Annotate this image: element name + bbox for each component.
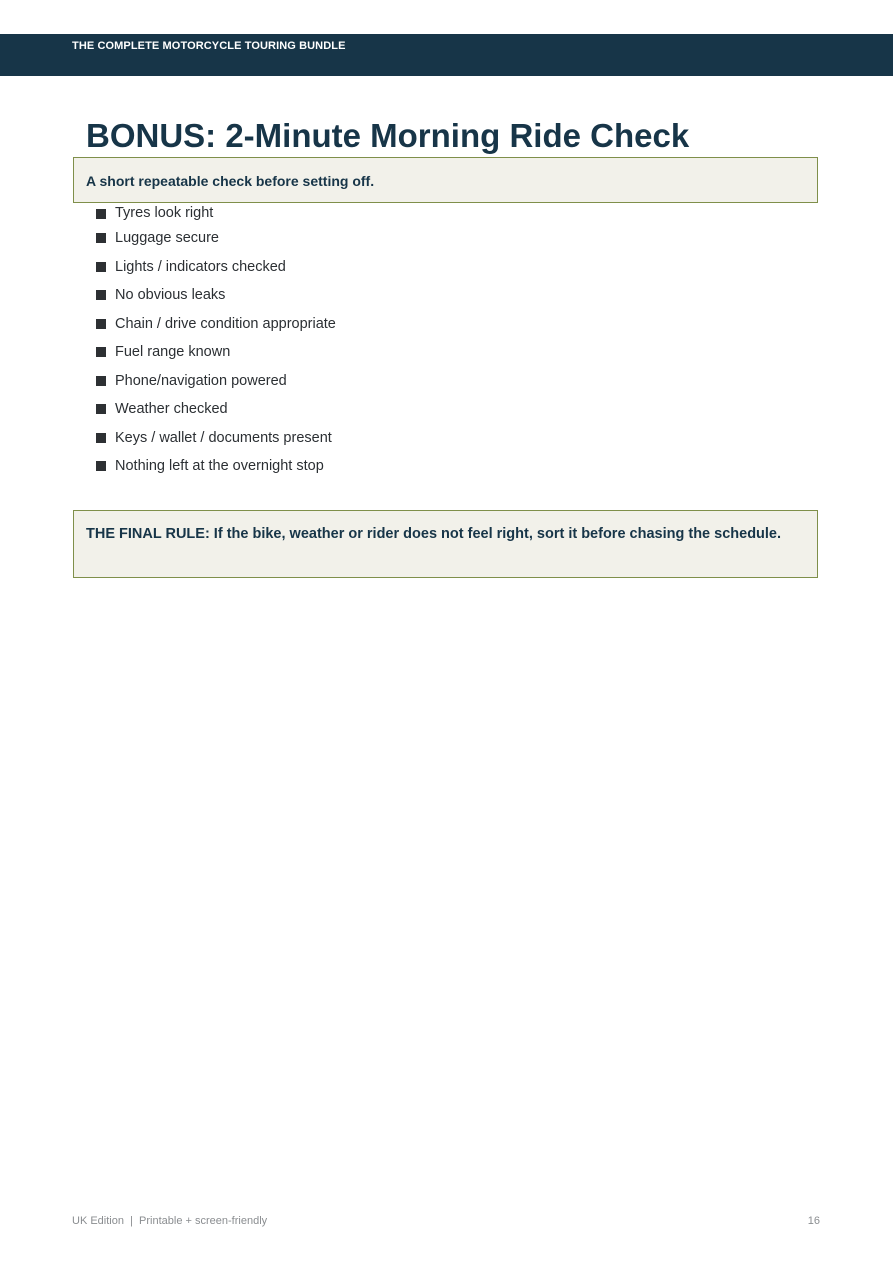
list-item xyxy=(96,338,336,367)
page-number: 16 xyxy=(807,1215,820,1227)
square-bullet-icon xyxy=(96,319,106,329)
list-item xyxy=(96,205,336,224)
list-item xyxy=(96,281,336,310)
list-item-label: Tyres look right xyxy=(115,205,214,221)
intro-callout xyxy=(73,157,818,203)
square-bullet-icon xyxy=(96,209,106,219)
morning-checklist xyxy=(96,205,336,481)
list-item-label: Weather checked xyxy=(115,401,228,418)
list-item-label: Chain / drive condition appropriate xyxy=(115,315,336,332)
banner-title: THE COMPLETE MOTORCYCLE TOURING BUNDLE xyxy=(72,40,346,52)
square-bullet-icon xyxy=(96,233,106,243)
list-item xyxy=(96,253,336,282)
list-item xyxy=(96,452,336,481)
final-rule-callout xyxy=(73,510,818,578)
list-item xyxy=(96,395,336,424)
square-bullet-icon xyxy=(96,262,106,272)
list-item-label: Lights / indicators checked xyxy=(115,258,286,275)
list-item xyxy=(96,367,336,396)
square-bullet-icon xyxy=(96,347,106,357)
list-item xyxy=(96,424,336,453)
square-bullet-icon xyxy=(96,290,106,300)
intro-text: A short repeatable check before setting off. xyxy=(86,173,375,189)
square-bullet-icon xyxy=(96,461,106,471)
list-item xyxy=(96,224,336,253)
final-rule-text: THE FINAL RULE: If the bike, weather or rider does not feel right, sort it before chasing the schedule. xyxy=(86,526,782,542)
list-item-label: Luggage secure xyxy=(115,230,219,247)
square-bullet-icon xyxy=(96,404,106,414)
square-bullet-icon xyxy=(96,433,106,443)
list-item-label: Phone/navigation powered xyxy=(115,372,287,389)
list-item-label: Nothing left at the overnight stop xyxy=(115,458,324,475)
footer-edition: UK Edition | Printable + screen-friendly xyxy=(72,1215,268,1227)
list-item xyxy=(96,310,336,339)
list-item-label: Fuel range known xyxy=(115,344,231,361)
list-item-label: No obvious leaks xyxy=(115,287,226,304)
square-bullet-icon xyxy=(96,376,106,386)
list-item-label: Keys / wallet / documents present xyxy=(115,429,332,446)
page-title: BONUS: 2-Minute Morning Ride Check xyxy=(86,117,690,154)
